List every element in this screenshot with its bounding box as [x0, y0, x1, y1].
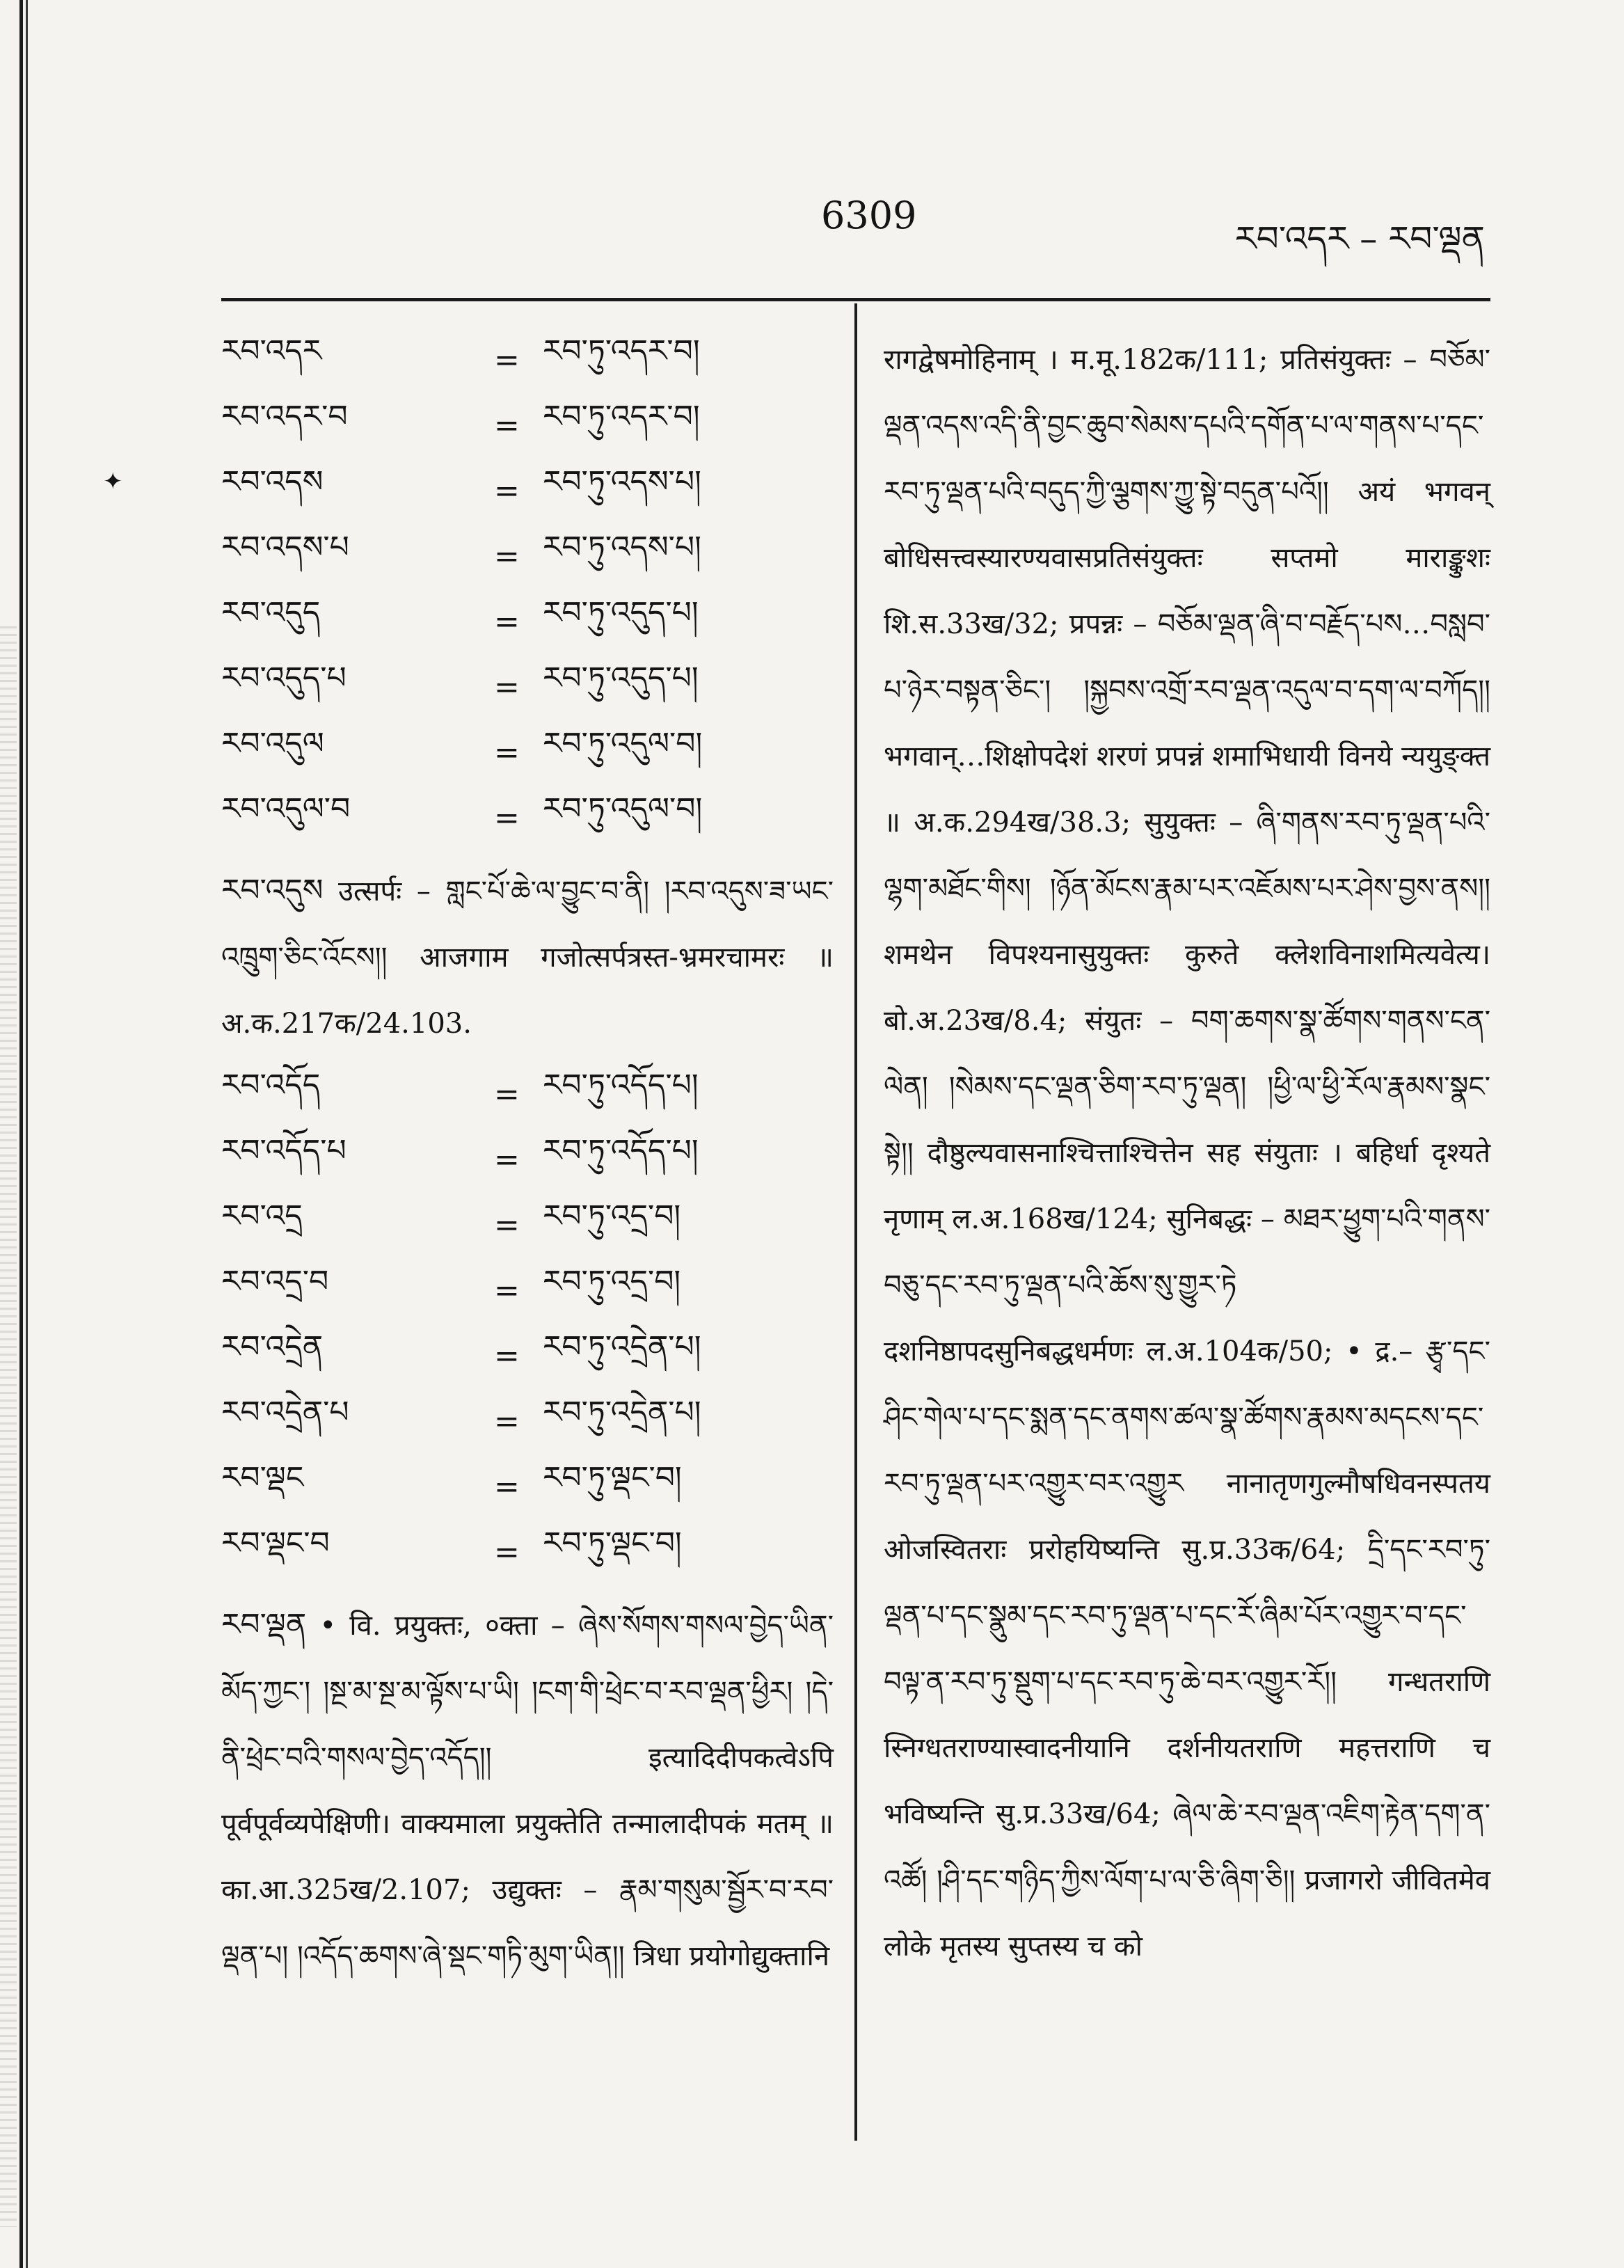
- equals-sign: =: [494, 1141, 520, 1177]
- equals-sign: =: [494, 1272, 520, 1308]
- equals-sign: =: [494, 1076, 520, 1112]
- equals-sign: =: [494, 1207, 520, 1243]
- xref-target: རབ་ཏུ་འདུལ་བ།: [543, 726, 703, 761]
- xref-headword: རབ་འདུལ: [221, 726, 324, 761]
- equals-sign: =: [494, 473, 520, 509]
- entry-body: उत्सर्पः – གླང་པོ་ཆེ་ལ་བྱུང་བ་ནི། །རབ་འདུས་ཟ་ཡང་འཁྲུག་ཅིང་འོངས།། आजगाम गजोत्सर्पत्रस्त-भ्रमरचामरः ॥ अ.क.217क/24.103.: [221, 875, 834, 1040]
- xref-headword: རབ་འདོད: [221, 1068, 321, 1103]
- xref-target: རབ་ཏུ་འདར་བ།: [543, 399, 700, 434]
- equals-sign: =: [494, 538, 520, 574]
- xref-headword: རབ་འདུད་པ: [221, 660, 347, 696]
- xref-target: རབ་ཏུ་འདྲ་བ།: [543, 1198, 681, 1234]
- xref-headword: རབ་འདར་བ: [221, 399, 348, 434]
- equals-sign: =: [494, 800, 520, 836]
- column-divider: [854, 303, 857, 2141]
- xref-target: རབ་ཏུ་འདར་བ།: [543, 333, 700, 369]
- right-column: [884, 327, 1490, 1980]
- xref-target: རབ་ཏུ་ལྡང་བ།: [543, 1460, 682, 1496]
- running-head: རབ་འདར – རབ་ལྡན: [1234, 219, 1485, 259]
- header-rule: [221, 298, 1490, 301]
- xref-headword: རབ་འདྲེན་པ: [221, 1395, 349, 1430]
- xref-target: རབ་ཏུ་འདུད་པ།: [543, 660, 699, 696]
- equals-sign: =: [494, 1338, 520, 1374]
- dictionary-entry-ldan: [221, 1592, 834, 1990]
- xref-target: རབ་ཏུ་འདས་པ།: [543, 530, 701, 565]
- xref-headword: རབ་འདྲ: [221, 1198, 303, 1234]
- entry-body: • वि. प्रयुक्तः, ०क्ता – ཞེས་སོགས་གསལ་བྱེད་ཡིན་མོད་ཀྱང་། །སྔ་མ་སྔ་མ་ལྟོས་པ་ཡི། །ངག་གི་ཕྲེང་བ་རབ་ལྡན་ཕྱིར། །དེ་ནི་ཕྲེང་བའི་གསལ་བྱེད་འདོད།། इत्यादिदीपकत्वेऽपि पूर्वपूर्वव्यपेक्षिणी। वाक्यमाला प्रयुक्तेति तन्मालादीपकं मतम् ॥ का.आ.325ख/2.107; उद्युक्तः – རྣམ་གསུམ་སྦྱོར་བ་རབ་ལྡན་པ། །འདོད་ཆགས་ཞེ་སྡང་གཏི་མུག་ཡིན།། त्रिधा प्रयोगोद्युक्तानि: [221, 1610, 834, 1972]
- xref-row: [221, 1519, 834, 1585]
- xref-target: རབ་ཏུ་འདྲ་བ།: [543, 1264, 681, 1299]
- equals-sign: =: [494, 1468, 520, 1505]
- xref-target: རབ་ཏུ་འདྲེན་པ།: [543, 1329, 701, 1365]
- xref-target: རབ་ཏུ་ལྡང་བ།: [543, 1525, 682, 1561]
- xref-headword: རབ་འདྲ་བ: [221, 1264, 329, 1299]
- entry-headword: རབ་ལྡན: [221, 1607, 307, 1642]
- equals-sign: =: [494, 603, 520, 640]
- xref-target: རབ་ཏུ་འདྲེན་པ།: [543, 1395, 701, 1430]
- left-column: [221, 327, 834, 1990]
- equals-sign: =: [494, 1403, 520, 1439]
- dictionary-entry-udus: [221, 857, 834, 1057]
- equals-sign: =: [494, 669, 520, 705]
- equals-sign: =: [494, 342, 520, 378]
- xref-headword: རབ་འདྲེན: [221, 1329, 324, 1365]
- equals-sign: =: [494, 407, 520, 443]
- xref-headword: རབ་འདས: [221, 464, 324, 500]
- xref-headword: རབ་འདུལ་བ: [221, 791, 351, 827]
- xref-headword: རབ་འདས་པ: [221, 530, 349, 565]
- xref-headword: རབ་འདོད་པ: [221, 1133, 347, 1168]
- xref-headword: རབ་ལྡང་བ: [221, 1525, 330, 1561]
- page-binding-edge: [19, 0, 31, 2268]
- xref-row: [221, 785, 834, 850]
- page-number: 6309: [821, 193, 917, 237]
- equals-sign: =: [494, 1534, 520, 1570]
- xref-headword: རབ་འདུད: [221, 595, 321, 631]
- xref-headword: རབ་འདར: [221, 333, 322, 369]
- xref-target: རབ་ཏུ་འདས་པ།: [543, 464, 701, 500]
- stray-ink-mark: ✦: [103, 468, 123, 495]
- scan-edge-noise: [0, 626, 17, 2227]
- xref-list-a: [221, 327, 834, 850]
- entry-headword: རབ་འདུས: [221, 873, 324, 908]
- entry-continuation: रागद्वेषमोहिनाम् । म.मू.182क/111; प्रतिसंयुक्तः – བཅོམ་ལྡན་འདས་འདི་ནི་བྱང་ཆུབ་སེམས་དཔའི་དགོན་པ་ལ་གནས་པ་དང་རབ་ཏུ་ལྡན་པའི་བདུད་ཀྱི་ལྕགས་ཀྱུ་སྟེ་བདུན་པའོ།། अयं भगवन् बोधिसत्त्वस्यारण्यवासप्रतिसंयुक्तः सप्तमो माराङ्कुशः शि.स.33ख/32; प्रपन्नः – བཅོམ་ལྡན་ཞི་བ་བརྗོད་པས…བསླབ་པ་ཉེར་བསྟན་ཅིང་། །སྐྱབས་འགྲོ་རབ་ལྡན་འདུལ་བ་དག་ལ་བཀོད།། भगवान्…शिक्षोपदेशं शरणं प्रपन्नं शमाभिधायी विनये न्ययुङ्क्त ॥ अ.क.294ख/38.3; सुयुक्तः – ཞི་གནས་རབ་ཏུ་ལྡན་པའི་ལྷག་མཐོང་གིས། །ཉོན་མོངས་རྣམ་པར་འཇོམས་པར་ཤེས་བྱས་ནས།། शमथेन विपश्यनासुयुक्तः कुरुते क्लेशविनाशमित्यवेत्य। बो.अ.23ख/8.4; संयुतः – བག་ཆགས་སྣ་ཚོགས་གནས་ངན་ལེན། །སེམས་དང་ལྡན་ཅིག་རབ་ཏུ་ལྡན། །ཕྱི་ལ་ཕྱི་རོལ་རྣམས་སྣང་སྟེ།། दौष्ठुल्यवासनाश्चित्ताश्चित्तेन सह संयुताः । बहिर्धा दृश्यते नृणाम् ल.अ.168ख/124; सुनिबद्धः – མཐར་ཕྱུག་པའི་གནས་བཅུ་དང་རབ་ཏུ་ལྡན་པའི་ཆོས་སུ་གྱུར་ཏེ दशनिष्ठापदसुनिबद्धधर्मणः ल.अ.104क/50; • द्र.– རྩྭ་དང་ཤིང་གེལ་པ་དང་སྨན་དང་ནགས་ཚལ་སྣ་ཚོགས་རྣམས་མདངས་དང་རབ་ཏུ་ལྡན་པར་འགྱུར་བར་འགྱུར नानातृणगुल्मौषधिवनस्पतय ओजस्वितराः प्ररोहयिष्यन्ति सु.प्र.33क/64; དྲི་དང་རབ་ཏུ་ལྡན་པ་དང་སྣུམ་དང་རབ་ཏུ་ལྡན་པ་དང་རོ་ཞིམ་པོར་འགྱུར་བ་དང་བལྟ་ན་རབ་ཏུ་སྡུག་པ་དང་རབ་ཏུ་ཆེ་བར་འགྱུར་རོ།། गन्धतराणि स्निग्धतराण्यास्वादनीयानि दर्शनीयतराणि महत्तराणि च भविष्यन्ति सु.प्र.33ख/64; ཞེལ་ཆེ་རབ་ལྡན་འཇིག་རྟེན་དག་ན་འཚོ། །ཤི་དང་གཉིད་ཀྱིས་ལོག་པ་ལ་ཅི་ཞིག་ཅི།། प्रजागरो जीवितमेव लोके मृतस्य सुप्तस्य च को: [884, 344, 1490, 1962]
- xref-target: རབ་ཏུ་འདོད་པ།: [543, 1133, 699, 1168]
- equals-sign: =: [494, 734, 520, 770]
- xref-target: རབ་ཏུ་འདུལ་བ།: [543, 791, 703, 827]
- xref-target: རབ་ཏུ་འདོད་པ།: [543, 1068, 699, 1103]
- xref-headword: རབ་ལྡང: [221, 1460, 304, 1496]
- xref-target: རབ་ཏུ་འདུད་པ།: [543, 595, 699, 631]
- xref-list-b: [221, 1061, 834, 1585]
